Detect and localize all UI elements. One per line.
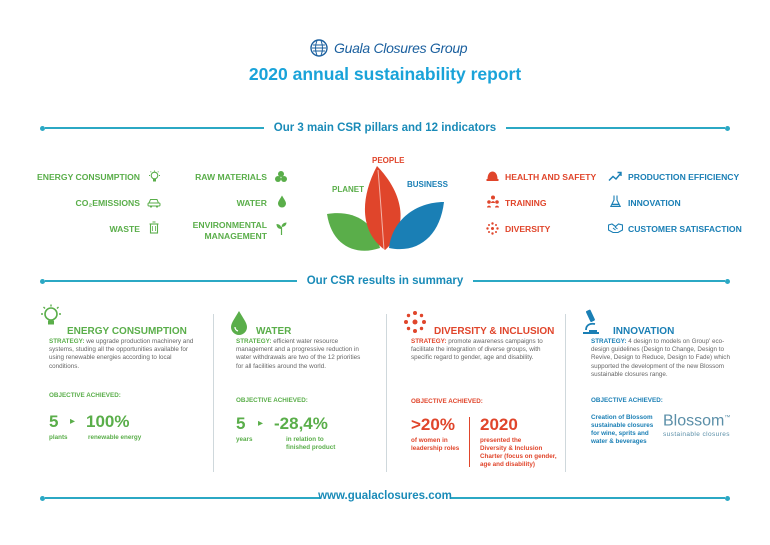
energy-objective-label: OBJECTIVE ACHIEVED: xyxy=(49,392,121,399)
water-strategy-text: efficient water resource management and a progressive reduction in water withdrawals are two of the 12 priorities for all facilities around the world. xyxy=(236,338,361,370)
indicator-energy-consumption: ENERGY CONSUMPTION xyxy=(37,172,140,182)
energy-num2: 100% xyxy=(86,412,130,431)
diversity-strategy xyxy=(411,338,561,363)
water-objective-label: OBJECTIVE ACHIEVED: xyxy=(236,397,308,404)
indicator-training: TRAINING xyxy=(505,198,547,208)
diversity-people-icon xyxy=(486,222,499,235)
innovation-objective-label: OBJECTIVE ACHIEVED: xyxy=(591,397,663,404)
diversity-num2-label-2: Diversity & Inclusion xyxy=(480,445,543,452)
water-strategy xyxy=(236,338,364,371)
flask-icon xyxy=(610,195,621,208)
innovation-creation-4: water & beverages xyxy=(591,438,647,445)
blossom-brand-logo xyxy=(663,410,741,438)
indicator-co2-emissions: CO₂EMISSIONS xyxy=(75,198,140,208)
microscope-icon xyxy=(580,308,602,336)
indicator-management: MANAGEMENT xyxy=(204,231,267,241)
diversity-num2-label-4: age and disability) xyxy=(480,461,535,468)
water-strategy-label: STRATEGY: xyxy=(236,338,272,345)
pillars-divider xyxy=(40,120,730,136)
blossom-brand-tm: ™ xyxy=(724,415,731,421)
diversity-num2-label-1: presented the xyxy=(480,437,522,444)
training-people-icon xyxy=(486,195,500,208)
energy-strategy-text: we upgrade production machinery and systems, studing all the opportunities available for using renewable energies according to local conditions. xyxy=(49,338,194,370)
energy-arrow-icon: ▸ xyxy=(70,416,76,427)
energy-num1-label: plants xyxy=(49,434,68,441)
water-drop-icon xyxy=(277,195,287,208)
energy-strategy-label: STRATEGY: xyxy=(49,338,85,345)
column-separator xyxy=(213,314,214,472)
leaf-label-business: BUSINESS xyxy=(407,180,448,189)
water-title: WATER xyxy=(256,326,292,337)
globe-logo-icon xyxy=(310,39,328,57)
energy-num2-label: renewable energy xyxy=(88,434,142,441)
innovation-creation-2: sustainable closures xyxy=(591,422,654,429)
energy-title: ENERGY CONSUMPTION xyxy=(67,326,187,337)
diversity-strategy-text: promote awareness campaigns to facilitate the integration of diverse groups, with specific regard to gender, age and disability. xyxy=(411,338,543,362)
energy-bulb-icon xyxy=(40,304,62,330)
diversity-strategy-label: STRATEGY: xyxy=(411,338,447,345)
results-divider xyxy=(40,273,730,289)
website-link[interactable]: www.gualaclosures.com xyxy=(318,490,452,502)
indicator-health-safety: HEALTH AND SAFETY xyxy=(505,172,597,182)
blossom-brand-sub: sustainable closures xyxy=(663,431,730,439)
water-num2-label-1: in relation to xyxy=(286,436,324,443)
innovation-creation-3: for wine, sprits and xyxy=(591,430,649,437)
indicator-innovation: INNOVATION xyxy=(628,198,681,208)
blossom-brand-name: Blossom xyxy=(663,412,725,430)
diversity-title: DIVERSITY & INCLUSION xyxy=(434,326,555,337)
diversity-num2-label-3: Charter (focus on gender, xyxy=(480,453,557,460)
indicator-raw-materials: RAW MATERIALS xyxy=(195,172,267,182)
water-num2: -28,4% xyxy=(274,414,328,433)
three-leaves-graphic xyxy=(322,152,448,258)
logo-text: Guala Closures Group xyxy=(334,40,468,56)
leaf-label-planet: PLANET xyxy=(332,185,364,194)
innovation-title: INNOVATION xyxy=(613,326,675,337)
water-drop-large-icon xyxy=(229,310,249,336)
indicator-waste: WASTE xyxy=(109,224,140,234)
indicator-environmental: ENVIRONMENTAL xyxy=(192,220,267,230)
water-num1: 5 xyxy=(236,414,246,433)
raw-materials-icon xyxy=(274,170,288,183)
innovation-creation-1: Creation of Blossom xyxy=(591,414,653,421)
diversity-inclusion-icon xyxy=(403,310,427,334)
pillars-heading: Our 3 main CSR pillars and 12 indicators xyxy=(273,122,497,134)
plant-hand-icon xyxy=(275,222,288,236)
water-arrow-icon: ▸ xyxy=(258,418,264,429)
column-separator xyxy=(565,314,566,472)
diversity-num1: >20% xyxy=(411,415,455,434)
water-num1-label: years xyxy=(236,436,253,443)
indicator-production-efficiency: PRODUCTION EFFICIENCY xyxy=(628,172,740,182)
column-separator xyxy=(386,314,387,472)
diversity-separator xyxy=(469,417,470,467)
leaf-label-people: PEOPLE xyxy=(372,156,405,165)
innovation-strategy-text: 4 design to models on Group' eco-design guidelines (Design to Change, Design to Revive, Design to Reduce, Design to Fade) which supported the development of the new Blossom sustainable closures range. xyxy=(591,338,730,378)
innovation-strategy-label: STRATEGY: xyxy=(591,338,627,345)
results-heading: Our CSR results in summary xyxy=(306,275,464,287)
indicator-diversity: DIVERSITY xyxy=(505,224,551,234)
indicator-customer-satisfaction: CUSTOMER SATISFACTION xyxy=(628,224,742,234)
water-num2-label-2: finished product xyxy=(286,444,336,451)
report-title: 2020 annual sustainability report xyxy=(248,64,522,84)
car-emissions-icon xyxy=(146,196,162,208)
diversity-num2: 2020 xyxy=(480,415,518,434)
diversity-num1-label-1: of women in xyxy=(411,437,448,444)
diversity-objective-label: OBJECTIVE ACHIEVED: xyxy=(411,398,483,405)
energy-num1: 5 xyxy=(49,412,59,431)
innovation-strategy xyxy=(591,338,734,379)
diversity-num1-label-2: leadership roles xyxy=(411,445,460,452)
handshake-icon xyxy=(608,222,623,234)
energy-strategy xyxy=(49,338,199,371)
bin-icon xyxy=(148,221,160,234)
helmet-icon xyxy=(486,170,499,183)
trend-up-icon xyxy=(608,171,622,182)
lightbulb-icon xyxy=(148,170,161,183)
indicator-water: WATER xyxy=(236,198,267,208)
company-logo xyxy=(310,38,467,58)
